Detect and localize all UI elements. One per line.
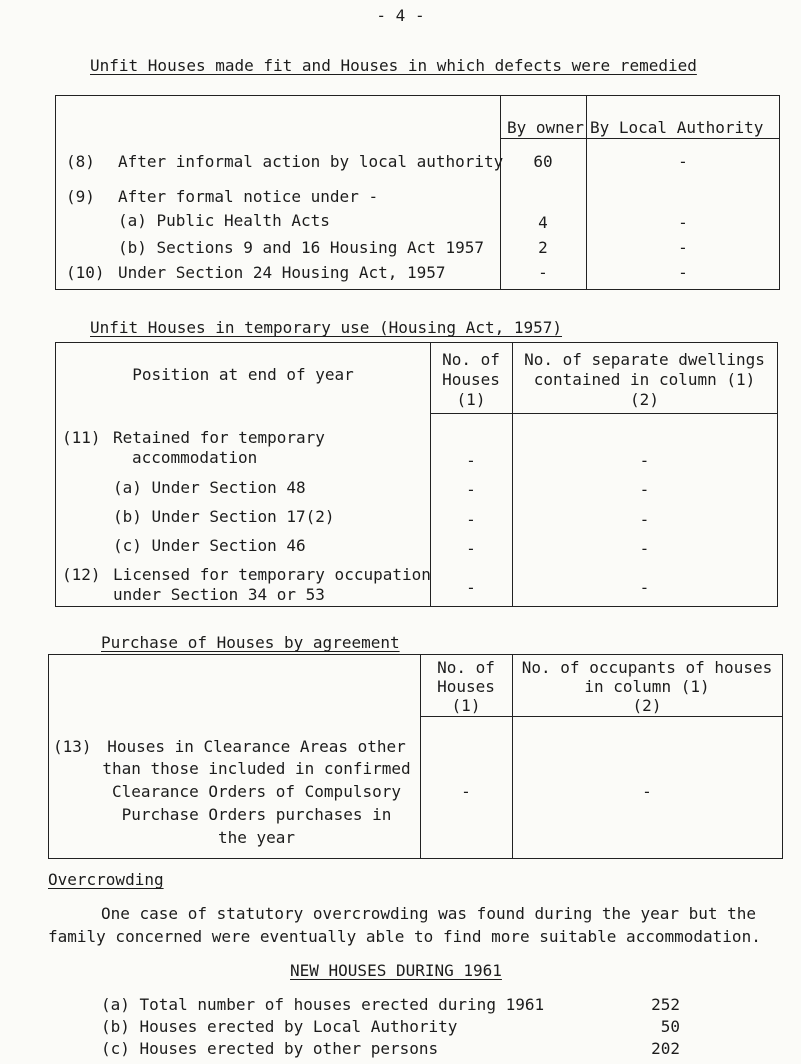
new-houses-value: 252 (651, 995, 680, 1014)
cell-houses: - (466, 480, 476, 499)
cell-dwellings: - (639, 451, 650, 470)
cell-la: - (678, 263, 688, 282)
cell-dwellings: - (639, 539, 650, 558)
cell-la: - (678, 152, 688, 171)
row-num: (8) (66, 152, 95, 171)
col-header-owner: By owner (507, 118, 585, 137)
col-header-local-authority: By Local Authority (590, 118, 764, 137)
row-label: Licensed for temporary occupation (113, 565, 431, 584)
new-houses-value: 50 (660, 1017, 680, 1036)
cell-houses: - (466, 539, 476, 558)
row-label: accommodation (132, 448, 258, 467)
row-label: (b) Under Section 17(2) (113, 507, 335, 526)
new-houses-value: 202 (651, 1039, 680, 1058)
cell-owner: - (538, 263, 548, 282)
cell-dwellings: - (639, 480, 650, 499)
new-houses-item: (c) Houses erected by other persons (101, 1039, 439, 1058)
row-label: (a) Under Section 48 (113, 478, 306, 497)
cell-houses: - (466, 510, 476, 529)
row-label: Purchase Orders purchases in (121, 805, 392, 824)
row-num: (12) (62, 565, 101, 584)
col-header-houses-num: (1) (451, 696, 481, 715)
section-heading-purchase: Purchase of Houses by agreement (101, 633, 400, 652)
col-header-occupants: in column (1) (584, 677, 710, 696)
col-header-occupants: No. of occupants of houses (521, 658, 773, 677)
cell-owner: 60 (533, 152, 553, 171)
col-header-houses: No. of (442, 350, 500, 369)
row-label: (a) Public Health Acts (118, 211, 330, 230)
col-header-houses-num: (1) (456, 390, 486, 409)
col-header-houses: Houses (442, 370, 500, 389)
row-label: After informal action by local authority (118, 152, 504, 171)
cell-la: - (678, 238, 688, 257)
section-heading-overcrowding: Overcrowding (48, 870, 164, 889)
cell-houses: - (461, 782, 471, 801)
col-header-occupants-num: (2) (632, 696, 662, 715)
row-label: (b) Sections 9 and 16 Housing Act 1957 (118, 238, 485, 257)
cell-la: - (678, 213, 688, 232)
new-houses-item: (b) Houses erected by Local Authority (101, 1017, 458, 1036)
col-header-houses: Houses (437, 677, 495, 696)
row-label: the year (217, 828, 296, 847)
cell-houses: - (466, 451, 476, 470)
page-number: - 4 - (376, 6, 425, 25)
col-header-houses: No. of (437, 658, 495, 677)
cell-dwellings: - (639, 510, 650, 529)
row-label: Clearance Orders of Compulsory (112, 782, 401, 801)
row-num: (10) (66, 263, 105, 282)
row-label: under Section 34 or 53 (113, 585, 325, 604)
cell-occupants: - (642, 782, 652, 801)
new-houses-item: (a) Total number of houses erected during 1961 (101, 995, 545, 1014)
row-label: Houses in Clearance Areas other (107, 737, 406, 756)
row-label: Retained for temporary (113, 428, 325, 447)
row-label: (c) Under Section 46 (113, 536, 306, 555)
cell-owner: 4 (538, 213, 548, 232)
row-label: After formal notice under - (118, 187, 379, 206)
row-label: than those included in confirmed (102, 759, 411, 778)
overcrowding-text: One case of statutory overcrowding was found during the year but the (101, 904, 757, 923)
col-header-dwellings-num: (2) (630, 390, 659, 409)
col-header-dwellings: No. of separate dwellings (524, 350, 765, 369)
cell-dwellings: - (639, 578, 650, 597)
overcrowding-text: family concerned were eventually able to find more suitable accommodation. (48, 927, 761, 946)
col-header-dwellings: contained in column (1) (533, 370, 756, 389)
section-heading-new-houses: NEW HOUSES DURING 1961 (290, 961, 502, 980)
row-num: (9) (66, 187, 95, 206)
section-heading-unfit-fit: Unfit Houses made fit and Houses in which defects were remedied (90, 56, 697, 75)
row-num: (11) (62, 428, 101, 447)
section-heading-temporary-use: Unfit Houses in temporary use (Housing Act, 1957) (90, 318, 563, 337)
col-header-position: Position at end of year (132, 365, 354, 384)
cell-owner: 2 (538, 238, 548, 257)
row-num: (13) (53, 737, 92, 756)
cell-houses: - (466, 578, 476, 597)
row-label: Under Section 24 Housing Act, 1957 (118, 263, 446, 282)
